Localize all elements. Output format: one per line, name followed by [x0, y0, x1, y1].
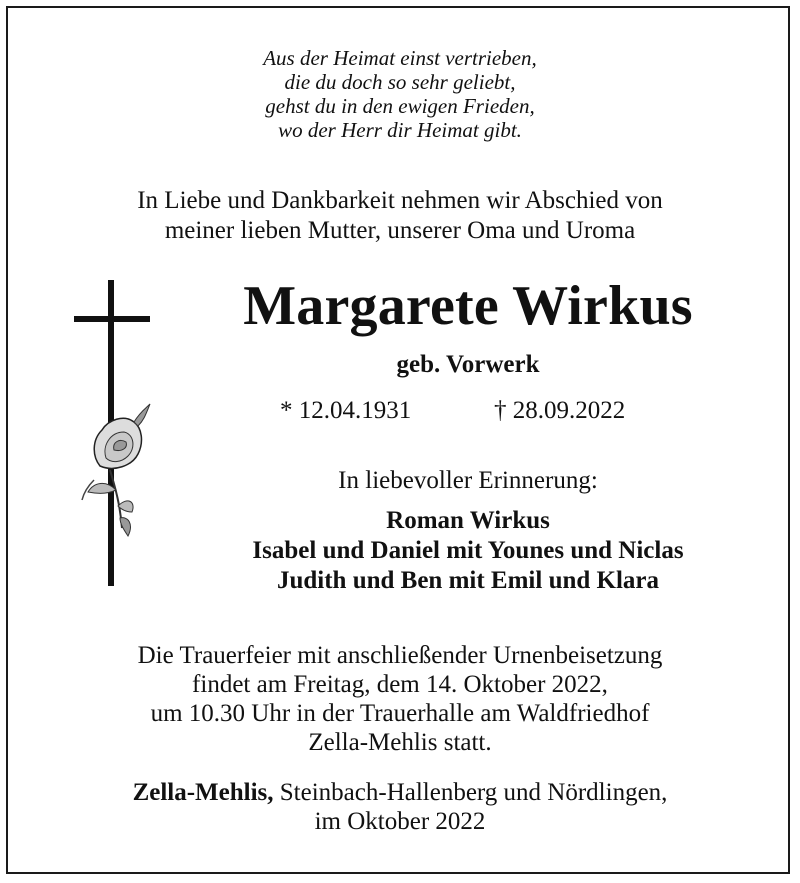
family-line: Judith und Ben mit Emil und Klara: [276, 567, 660, 594]
poem-line: wo der Herr dir Heimat gibt.: [278, 118, 522, 142]
family-line: Isabel und Daniel mit Younes und Niclas: [252, 537, 684, 564]
service-line: um 10.30 Uhr in der Trauerhalle am Waldfriedhof: [150, 700, 650, 727]
maiden-name: geb. Vorwerk: [396, 351, 540, 378]
birth-date: * 12.04.1931: [280, 397, 412, 424]
poem-line: die du doch so sehr geliebt,: [284, 70, 516, 94]
death-date: † 28.09.2022: [494, 397, 626, 424]
family-line: Roman Wirkus: [386, 507, 550, 534]
deceased-name: Margarete Wirkus: [243, 275, 693, 337]
service-line: findet am Freitag, dem 14. Oktober 2022,: [192, 671, 608, 698]
places-rest: Steinbach-Hallenberg und Nördlingen,: [273, 779, 668, 806]
places-bold: Zella-Mehlis,: [132, 779, 274, 806]
rose-icon: [82, 404, 150, 536]
intro-line: meiner lieben Mutter, unserer Oma und Uroma: [164, 217, 636, 244]
memory-heading: In liebevoller Erinnerung:: [338, 467, 598, 494]
intro-line: In Liebe und Dankbarkeit nehmen wir Abschied von: [137, 187, 663, 214]
places-line: [0, 778, 800, 807]
service-line: Zella-Mehlis statt.: [308, 729, 492, 756]
poem-line: gehst du in den ewigen Frieden,: [265, 94, 535, 118]
places-date: im Oktober 2022: [314, 808, 486, 835]
poem-line: Aus der Heimat einst vertrieben,: [263, 46, 537, 70]
cross-icon: [70, 280, 154, 590]
service-line: Die Trauerfeier mit anschließender Urnenbeisetzung: [137, 642, 663, 669]
